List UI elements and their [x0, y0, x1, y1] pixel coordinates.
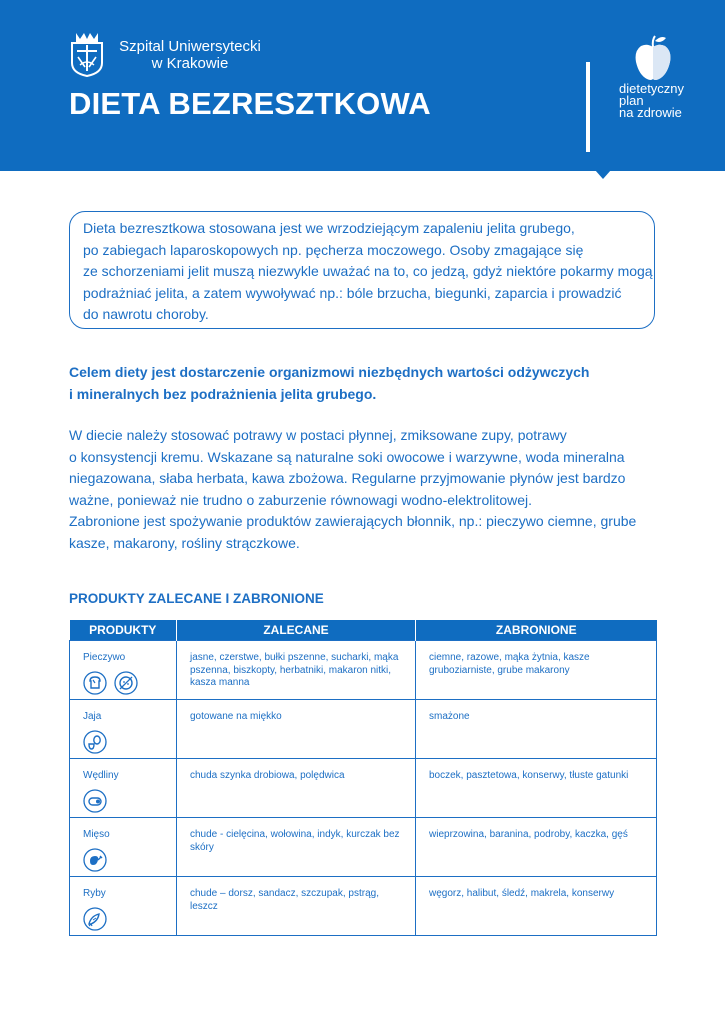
table-row: [70, 877, 657, 936]
brand-line: plan: [619, 93, 644, 108]
sausage-icon: [83, 789, 107, 813]
table-row: [70, 759, 657, 818]
products-table: [69, 620, 657, 936]
table-row: [70, 700, 657, 759]
hospital-name-line: w Krakowie: [151, 55, 229, 72]
category-cell: [70, 641, 177, 700]
recommended-cell: chuda szynka drobiowa, polędwica: [177, 759, 416, 818]
intro-text: [83, 218, 658, 326]
category-cell: [70, 700, 177, 759]
header-divider: [586, 62, 590, 152]
recommended-cell: chude - cielęcina, wołowina, indyk, kurczak bez skóry: [177, 818, 416, 877]
brand-line: dietetyczny: [619, 81, 685, 96]
diet-description: [69, 425, 669, 554]
bread-icon: [83, 671, 107, 695]
column-header-products: PRODUKTY: [70, 620, 177, 641]
brand-line: na zdrowie: [619, 105, 682, 120]
category-cell: [70, 877, 177, 936]
category-cell: [70, 759, 177, 818]
fish-icon: [83, 907, 107, 931]
body-line: ważne, ponieważ nie trudno o zaburzenie równowagi wodno-elektrolitowej.: [69, 491, 533, 508]
category-label: Ryby: [83, 888, 106, 899]
header-pointer: [595, 170, 611, 179]
header-banner: [0, 0, 725, 171]
forbidden-cell: ciemne, razowe, mąka żytnia, kasze gruboziarniste, grube makarony: [416, 641, 657, 700]
hospital-name: [115, 38, 265, 72]
hospital-name-line: Szpital Uniwersytecki: [119, 38, 261, 55]
body-line: kasze, makarony, rośliny strączkowe.: [69, 534, 300, 551]
recommended-cell: gotowane na miękko: [177, 700, 416, 759]
category-label: Mięso: [83, 829, 110, 840]
intro-line: Dieta bezresztkowa stosowana jest we wrzodziejącym zapaleniu jelita grubego,: [83, 220, 575, 236]
meat-icon: [83, 848, 107, 872]
intro-line: do nawrotu choroby.: [83, 306, 209, 322]
intro-line: podrażniać jelita, a zatem wywoływać np.: bóle brzucha, biegunki, zaparcia i prowadzić: [83, 284, 622, 301]
category-label: Wędliny: [83, 770, 119, 781]
category-label: Jaja: [83, 711, 102, 722]
forbidden-cell: smażone: [416, 700, 657, 759]
body-line: o konsystencji kremu. Wskazane są naturalne soki owocowe i warzywne, woda mineralna: [69, 448, 625, 465]
table-header-row: [70, 620, 657, 641]
recommended-cell: chude – dorsz, sandacz, szczupak, pstrąg, leszcz: [177, 877, 416, 936]
page-title: DIETA BEZRESZTKOWA: [69, 86, 431, 121]
forbidden-cell: węgorz, halibut, śledź, makrela, konserwy: [416, 877, 657, 936]
brand-tagline: [619, 83, 684, 119]
egg-icon: [83, 730, 107, 754]
category-label: Pieczywo: [83, 652, 126, 663]
section-heading: PRODUKTY ZALECANE I ZABRONIONE: [69, 591, 324, 606]
forbidden-cell: boczek, pasztetowa, konserwy, tłuste gatunki: [416, 759, 657, 818]
forbidden-cell: wieprzowina, baranina, podroby, kaczka, gęś: [416, 818, 657, 877]
table-row: [70, 818, 657, 877]
column-header-forbidden: ZABRONIONE: [416, 620, 657, 641]
category-cell: [70, 818, 177, 877]
table-row: [70, 641, 657, 700]
goal-line: i mineralnych bez podrażnienia jelita grubego.: [69, 385, 377, 402]
body-line: W diecie należy stosować potrawy w postaci płynnej, zmiksowane zupy, potrawy: [69, 427, 567, 443]
intro-line: ze schorzeniami jelit muszą niezwykle uważać na to, co jedzą, gdyż niektóre pokarmy mogą: [83, 263, 653, 279]
intro-line: po zabiegach laparoskopowych np. pęcherza moczowego. Osoby zmagające się: [83, 241, 584, 258]
recommended-cell: jasne, czerstwe, bułki pszenne, sucharki, mąka pszenna, biszkopty, herbatniki, makaron nitki, kasza manna: [177, 641, 416, 700]
diet-goal: [69, 362, 669, 405]
body-line: Zabronione jest spożywanie produktów zawierających błonnik, np.: pieczywo ciemne, grube: [69, 513, 637, 529]
apple-logo-icon: [633, 35, 673, 81]
column-header-recommended: ZALECANE: [177, 620, 416, 641]
body-line: niegazowana, słaba herbata, kawa zbożowa. Regularne przyjmowanie płynów jest bardzo: [69, 470, 626, 486]
goal-line: Celem diety jest dostarczenie organizmowi niezbędnych wartości odżywczych: [69, 364, 590, 380]
hospital-crest-icon: [68, 29, 106, 77]
wheat-cookie-icon: [114, 671, 138, 695]
